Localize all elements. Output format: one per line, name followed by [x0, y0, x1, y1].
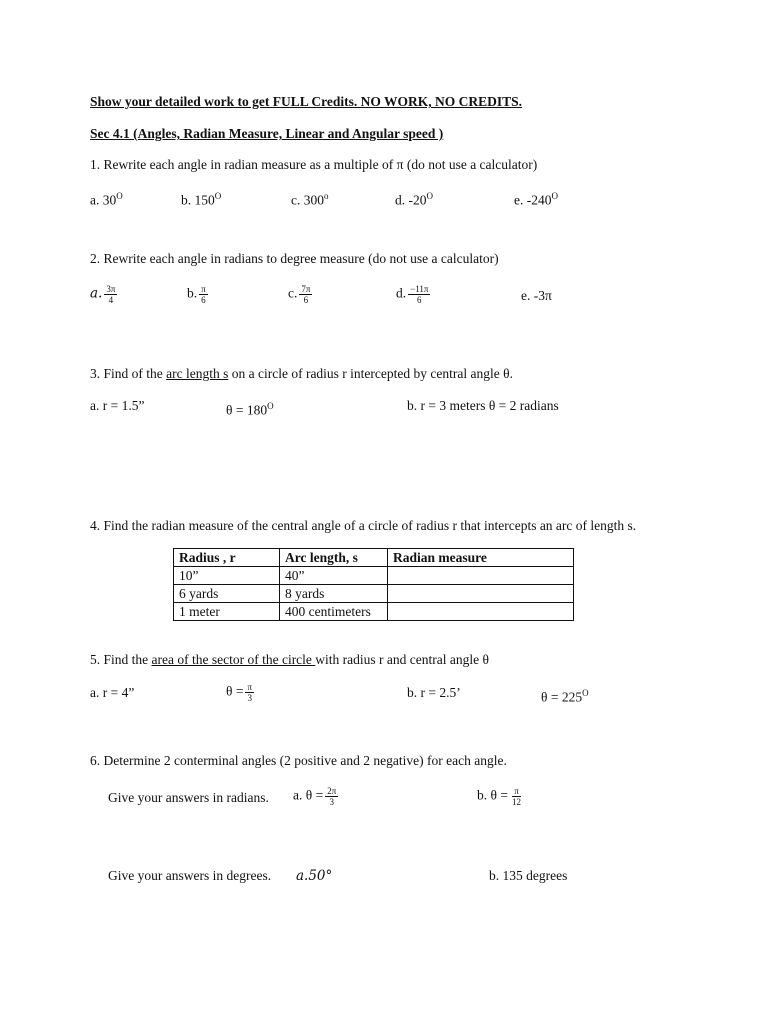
q1-item-d: d. $-20^O$ — [395, 191, 433, 208]
cell-radian-measure — [388, 567, 574, 585]
section-heading: Sec 4.1 (Angles, Radian Measure, Linear and Angular speed ) — [90, 126, 444, 141]
cell-arc-length: 8 yards — [280, 585, 388, 603]
q2-item-c: c. $\frac{7\pi}{6}$ — [288, 284, 311, 305]
q3-item-a-angle: $\theta = 180^O$ — [226, 401, 274, 418]
q6-radians-a: a. θ = $\frac{2\pi}{3}$ — [293, 786, 337, 807]
q1-item-e: e. $-240^O$ — [514, 191, 558, 208]
q3-item-b: b. r = 3 meters θ = 2 radians — [407, 398, 559, 413]
q6-prompt: 6. Determine 2 conterminal angles (2 positive and 2 negative) for each angle. — [90, 753, 507, 768]
q1-item-b: b. $150^O$ — [181, 191, 222, 208]
q4-prompt: 4. Find the radian measure of the central angle of a circle of radius r that intercepts an arc of length s. — [90, 518, 637, 533]
header-arc-length: Arc length, s — [280, 549, 388, 567]
q2-item-a: a. $\frac{3\pi}{4}$ — [90, 284, 116, 305]
table-row — [174, 567, 574, 585]
header-radius: Radius , r — [174, 549, 280, 567]
q6-radians-b: b. θ = $\frac{\pi}{12}$ — [477, 786, 521, 807]
q1-item-a: a. $30^O$ — [90, 191, 123, 208]
cell-radius: 10” — [174, 567, 280, 585]
q6-degrees-a: a.50° — [296, 868, 333, 884]
sector-area-term: area of the sector of the circle — [151, 652, 316, 667]
arc-length-term: arc length s — [166, 366, 229, 381]
q5-item-a-angle: θ = $\frac{\pi}{3}$ — [226, 682, 253, 703]
table-header-row — [174, 549, 574, 567]
q1-prompt: 1. Rewrite each angle in radian measure as a multiple of π (do not use a calculator) — [90, 157, 538, 172]
cell-radian-measure — [388, 603, 574, 621]
q2-item-e: e. -3π — [521, 288, 552, 303]
q5-item-b-angle: $\theta = 225^O$ — [541, 688, 589, 705]
q1-item-c: c. 300$^o$ — [291, 191, 329, 208]
cell-arc-length: 400 centimeters — [280, 603, 388, 621]
q5-prompt: 5. Find the area of the sector of the circle with radius r and central angle θ — [90, 652, 489, 667]
q5-item-a-radius: a. r = 4” — [90, 685, 135, 700]
q6-degrees-b: b. 135 degrees — [489, 868, 568, 883]
q2-prompt: 2. Rewrite each angle in radians to degree measure (do not use a calculator) — [90, 251, 499, 266]
q3-item-a-radius: a. r = 1.5” — [90, 398, 145, 413]
table-row — [174, 585, 574, 603]
instruction-heading: Show your detailed work to get FULL Credits. NO WORK, NO CREDITS. — [90, 94, 523, 109]
q5-item-b-radius: b. r = 2.5’ — [407, 685, 461, 700]
cell-radian-measure — [388, 585, 574, 603]
q6-radians-instruction: Give your answers in radians. — [108, 790, 269, 805]
cell-radius: 6 yards — [174, 585, 280, 603]
table-row — [174, 603, 574, 621]
q2-item-d: d. $\frac{-11\pi}{6}$ — [396, 284, 429, 305]
q3-prompt: 3. Find of the arc length s on a circle of radius r intercepted by central angle θ. — [90, 366, 513, 381]
radian-measure-table — [173, 548, 574, 621]
cell-arc-length: 40” — [280, 567, 388, 585]
cell-radius: 1 meter — [174, 603, 280, 621]
header-radian-measure: Radian measure — [388, 549, 574, 567]
q6-degrees-instruction: Give your answers in degrees. — [108, 868, 272, 883]
q2-item-b: b. $\frac{\pi}{6}$ — [187, 284, 206, 305]
